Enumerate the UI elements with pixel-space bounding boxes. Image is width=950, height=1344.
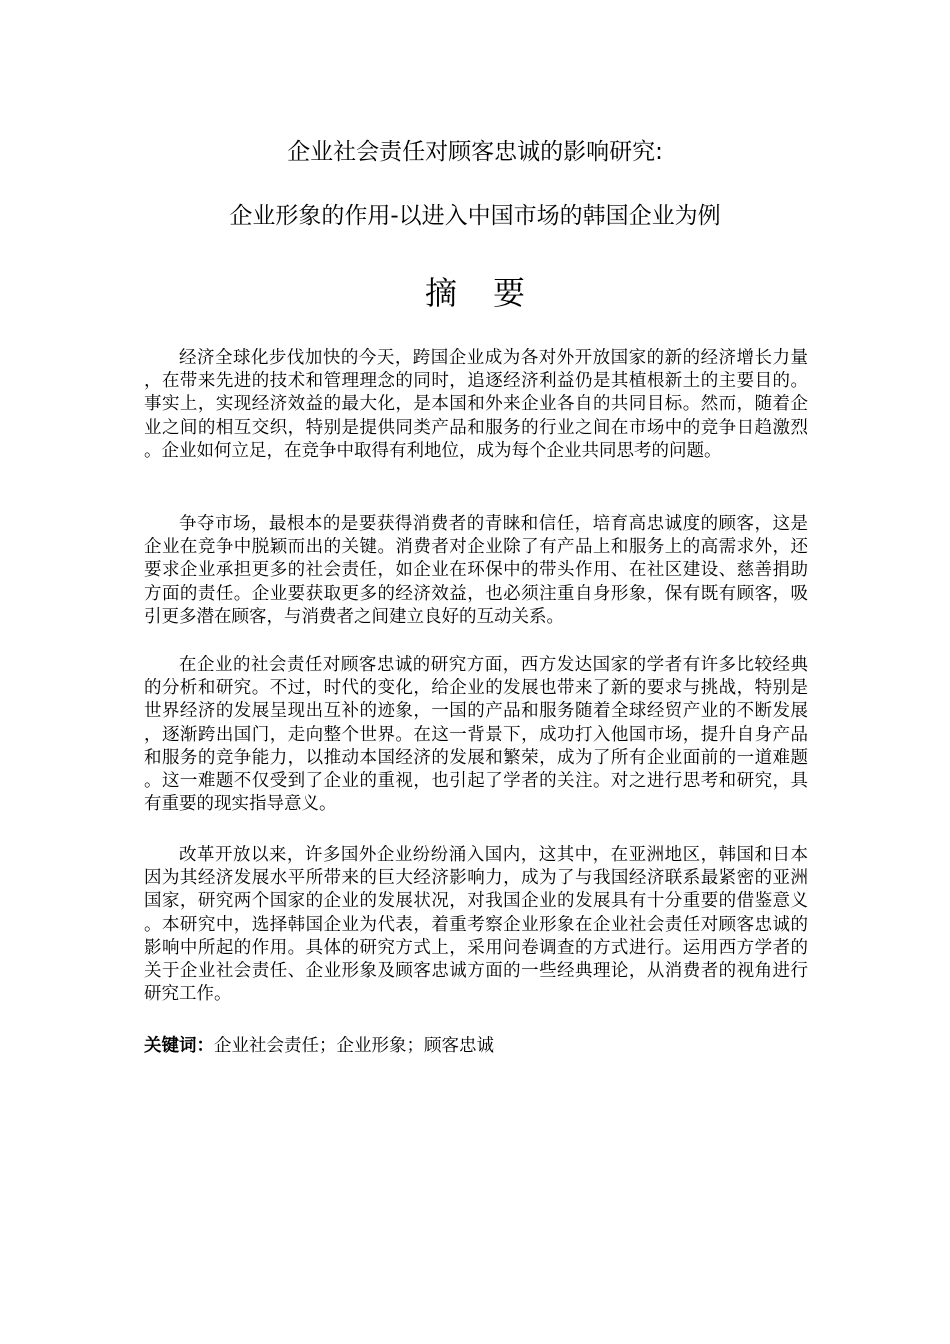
paragraph-text: 改革开放以来，许多国外企业纷纷涌入国内，这其中，在亚洲地区，韩国和日本因为其经济发展水平所带来的巨大经济影响力，成为了与我国经济联系最紧密的亚洲国家，研究两个国家的企业的发展状况，对我国企业的发展具有十分重要的借鉴意义。本研究中，选择韩国企业为代表，着重考察企业形象在企业社会责任对顾客忠诚的影响中所起的作用。具体的研究方式上，采用问卷调查的方式进行。运用西方学者的关于企业社会责任、企业形象及顾客忠诚方面的一些经典理论，从消费者的视角进行研究工作。 (144, 845, 808, 1005)
document-title-line-1: 企业社会责任对顾客忠诚的影响研究: (287, 139, 663, 165)
abstract-paragraph-2 (144, 513, 808, 629)
abstract-heading (0, 271, 950, 315)
abstract-heading-char-1: 摘 (424, 274, 457, 312)
paragraph-text: 争夺市场，最根本的是要获得消费者的青睐和信任，培育高忠诚度的顾客，这是企业在竞争中脱颖而出的关键。消费者对企业除了有产品上和服务上的高需求外，还要求企业承担更多的社会责任，如企业在环保中的带头作用、在社区建设、慈善捐助方面的责任。企业要获取更多的经济效益，也必须注重自身形象，保有既有顾客，吸引更多潜在顾客，与消费者之间建立良好的互动关系。 (144, 514, 808, 627)
paragraph-text: 在企业的社会责任对顾客忠诚的研究方面，西方发达国家的学者有许多比较经典的分析和研究。不过，时代的变化，给企业的发展也带来了新的要求与挑战，特别是世界经济的发展呈现出互补的迹象，一国的产品和服务随着全球经贸产业的不断发展，逐渐跨出国门，走向整个世界。在这一背景下，成功打入他国市场，提升自身产品和服务的竞争能力，以推动本国经济的发展和繁荣，成为了所有企业面前的一道难题。这一难题不仅受到了企业的重视，也引起了学者的关注。对之进行思考和研究，具有重要的现实指导意义。 (144, 655, 808, 815)
keywords-line (144, 1034, 494, 1058)
document-title-line-2: 企业形象的作用-以进入中国市场的韩国企业为例 (229, 203, 721, 229)
abstract-paragraph-4 (144, 844, 808, 1006)
abstract-paragraph-3 (144, 654, 808, 816)
keywords-value: 企业社会责任；企业形象；顾客忠诚 (214, 1036, 494, 1056)
paragraph-text: 经济全球化步伐加快的今天，跨国企业成为各对外开放国家的新的经济增长力量，在带来先进的技术和管理理念的同时，追逐经济利益仍是其植根新土的主要目的。事实上，实现经济效益的最大化，是本国和外来企业各自的共同目标。然而，随着企业之间的相互交织，特别是提供同类产品和服务的行业之间在市场中的竞争日趋激烈。企业如何立足，在竞争中取得有利地位，成为每个企业共同思考的问题。 (144, 348, 808, 461)
keywords-label: 关键词： (144, 1036, 214, 1056)
abstract-paragraph-1 (144, 347, 808, 463)
abstract-heading-char-2: 要 (493, 274, 526, 312)
